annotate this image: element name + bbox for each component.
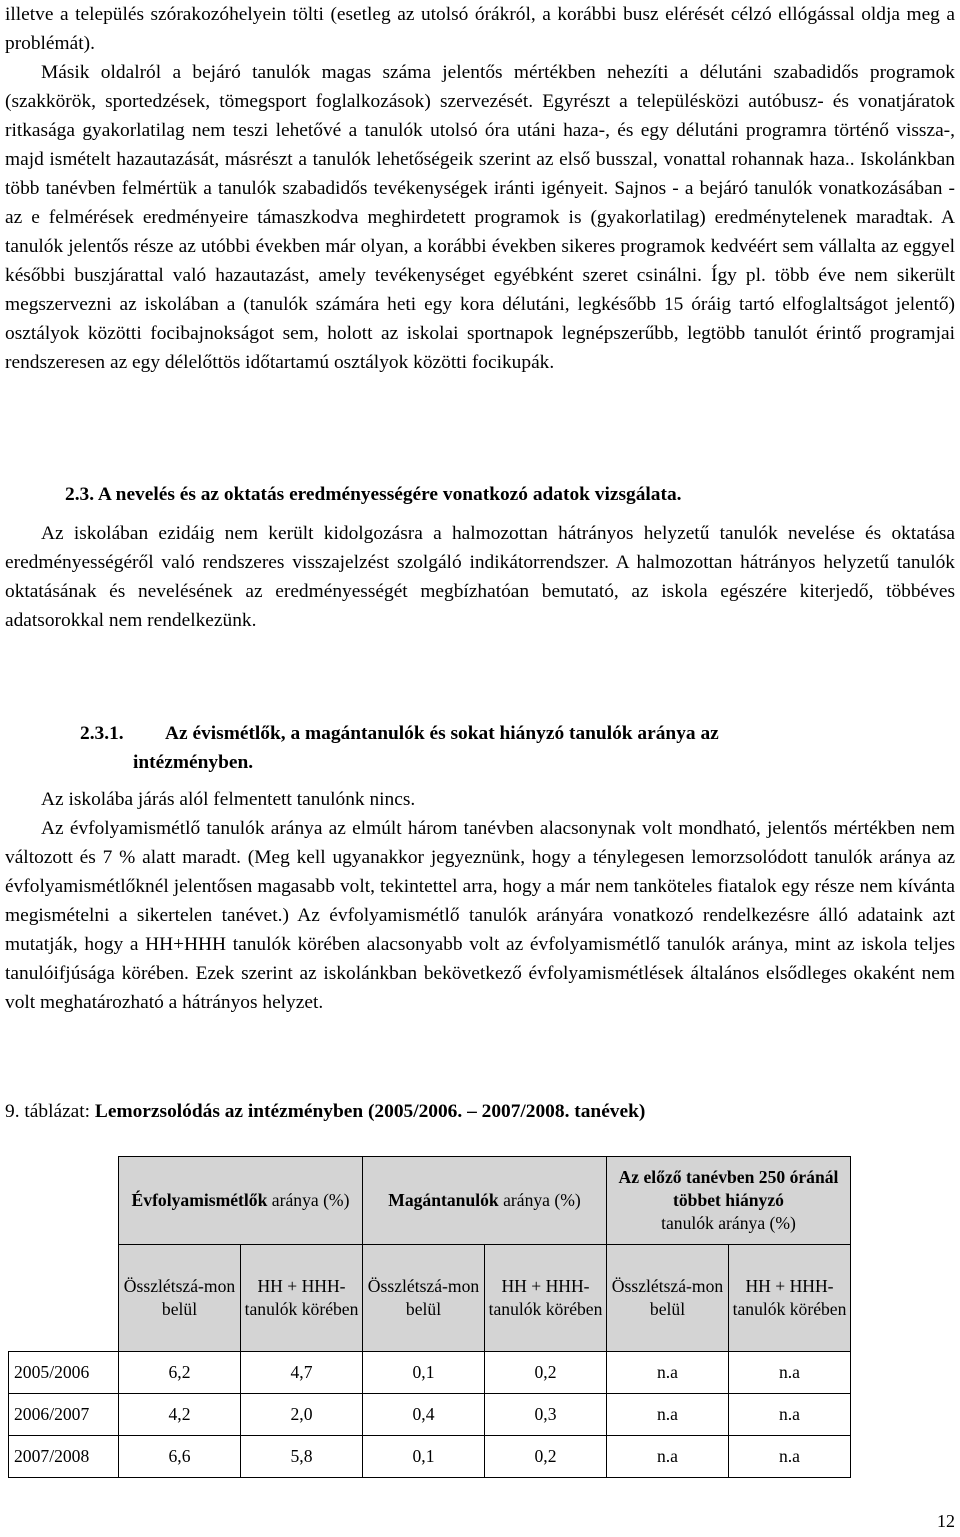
table-cell: 0,4 — [363, 1394, 485, 1436]
paragraph-3: Az iskolában ezidáig nem került kidolgozásra a halmozottan hátrányos helyzetű tanulók nevelése és oktatása eredményességéről való rendszeres visszajelzést szolgáló indikátorrendszer. A halmozottan hátrányos helyzetű tanulók oktatásának és nevelésének az eredményességét megbízhatóan bemutató, az iskola egészére kiterjedő, többéves adatsorokkal nem rendelkezünk. — [5, 523, 955, 631]
header-group-private-students: Magántanulók aránya (%) — [363, 1157, 607, 1245]
subsection-title-line2: intézményben. — [133, 752, 254, 773]
subheader-hh-hhh: HH + HHH-tanulók körében — [485, 1245, 607, 1352]
table-row — [9, 1394, 851, 1436]
table-cell: n.a — [729, 1394, 851, 1436]
table-cell: n.a — [607, 1352, 729, 1394]
paragraph-1: illetve a település szórakozóhelyein tölti (esetleg az utolsó órákról, a korábbi busz elérését célzó ellógással oldja meg a problémát). — [5, 4, 955, 54]
subsection-heading-2-3-1 — [80, 719, 900, 777]
subheader-hh-hhh: HH + HHH-tanulók körében — [729, 1245, 851, 1352]
section-title: A nevelés és az oktatás eredményességére vonatkozó adatok vizsgálata. — [97, 484, 682, 505]
table-cell: 6,6 — [119, 1436, 241, 1478]
subheader-hh-hhh: HH + HHH-tanulók körében — [241, 1245, 363, 1352]
table-cell: 6,2 — [119, 1352, 241, 1394]
paragraph-4: Az iskolába járás alól felmentett tanulónk nincs. — [41, 789, 416, 810]
table-cell: 2,0 — [241, 1394, 363, 1436]
subheader-total: Összlétszá-mon belül — [363, 1245, 485, 1352]
subsection-title-line1: Az évismétlők, a magántanulók és sokat hiányzó tanulók aránya az — [165, 723, 719, 744]
table-cell: 0,1 — [363, 1436, 485, 1478]
table-subheader-row — [9, 1245, 851, 1352]
table-cell: 4,2 — [119, 1394, 241, 1436]
header-group-absentees: Az előző tanévben 250 óránál többet hiányzó tanulók aránya (%) — [607, 1157, 851, 1245]
paragraph-5: Az évfolyamismétlő tanulók aránya az elmúlt három tanévben alacsonynak volt mondható, jelentős mértékben nem változott és 7 % alatt maradt. (Meg kell ugyanakkor jegyeznünk, hogy a ténylegesen lemorzsolódott tanulók aránya az évfolyamismétlőknél jelentősen magasabb volt, tekintettel arra, hogy a már nem tanköteles fiatalok egy része nem kívánta megismételni a sikertelen tanévet.) Az évfolyamismétlő tanulók arányára vonatkozó rendelkezésre álló adataink azt mutatják, hogy a HH+HHH tanulók körében alacsonyabb volt az évfolyamismétlő tanulók aránya, mint az iskola teljes tanulóifjúsága körében. Ezek szerint az iskolánkban bekövetkező évfolyamismétlések általános elsődleges okaként nem volt meghatározható a hátrányos helyzet. — [5, 818, 955, 1013]
table-cell: 0,2 — [485, 1436, 607, 1478]
table-row — [9, 1436, 851, 1478]
table-cell: 0,1 — [363, 1352, 485, 1394]
subsection-number: 2.3.1. — [80, 723, 124, 744]
paragraph-2: Másik oldalról a bejáró tanulók magas száma jelentős mértékben nehezíti a délutáni szabadidős programok (szakkörök, sportedzések, tömegsport foglalkozások) szervezését. Egyrészt a településközi autóbusz- és vonatjáratok ritkasága gyakorlatilag nem teszi lehetővé a tanulók utolsó óra utáni haza-, és egy délutáni programra történő vissza-, majd ismételt hazautazását, másrészt a tanulók lehetőségeik szerint az első busszal, vonattal rohannak haza.. Iskolánkban több tanévben felmértük a tanulók szabadidős tevékenységek iránti igényeit. Sajnos - a bejáró tanulók vonatkozásában - az e felmérések eredményeire támaszkodva meghirdetett programok is (gyakorlatilag) eredménytelenek maradtak. A tanulók jelentős része az utóbbi években már olyan, a korábbi években sikeres programok kedvéért sem vállalta az eggyel későbbi buszjárattal való hazautazást, amely tevékenységet egyébként szeret csinálni. Így pl. több éve nem sikerült megszervezni az iskolában a (tanulók számára heti egy kora délutáni, legkésőbb 15 óráig tartó elfoglaltságot jelentő) osztályok közötti focibajnokságot sem, holott az iskolai sportnapok legnépszerűbb, legtöbb tanulót érintő programjai rendszeresen az egy délelőttös időtartamú osztályok közötti focikupák. — [5, 62, 955, 373]
dropout-table — [8, 1156, 851, 1478]
header-group-repeaters: Évfolyamismétlők aránya (%) — [119, 1157, 363, 1245]
row-year: 2007/2008 — [9, 1436, 119, 1478]
table-cell: n.a — [729, 1436, 851, 1478]
table-cell: 0,2 — [485, 1352, 607, 1394]
table-row — [9, 1352, 851, 1394]
table-cell: 0,3 — [485, 1394, 607, 1436]
table-header-row — [9, 1157, 851, 1245]
table-caption — [5, 1101, 645, 1123]
caption-prefix: 9. táblázat: — [5, 1101, 95, 1122]
page-number: 12 — [937, 1511, 955, 1531]
table-cell: n.a — [607, 1394, 729, 1436]
section-number: 2.3. — [65, 484, 95, 505]
table-cell: n.a — [607, 1436, 729, 1478]
row-year: 2006/2007 — [9, 1394, 119, 1436]
subheader-total: Összlétszá-mon belül — [607, 1245, 729, 1352]
section-heading-2-3 — [65, 484, 682, 506]
table-cell: n.a — [729, 1352, 851, 1394]
table-cell: 5,8 — [241, 1436, 363, 1478]
subheader-total: Összlétszá-mon belül — [119, 1245, 241, 1352]
row-year: 2005/2006 — [9, 1352, 119, 1394]
table-cell: 4,7 — [241, 1352, 363, 1394]
caption-title: Lemorzsolódás az intézményben (2005/2006. – 2007/2008. tanévek) — [94, 1101, 646, 1122]
